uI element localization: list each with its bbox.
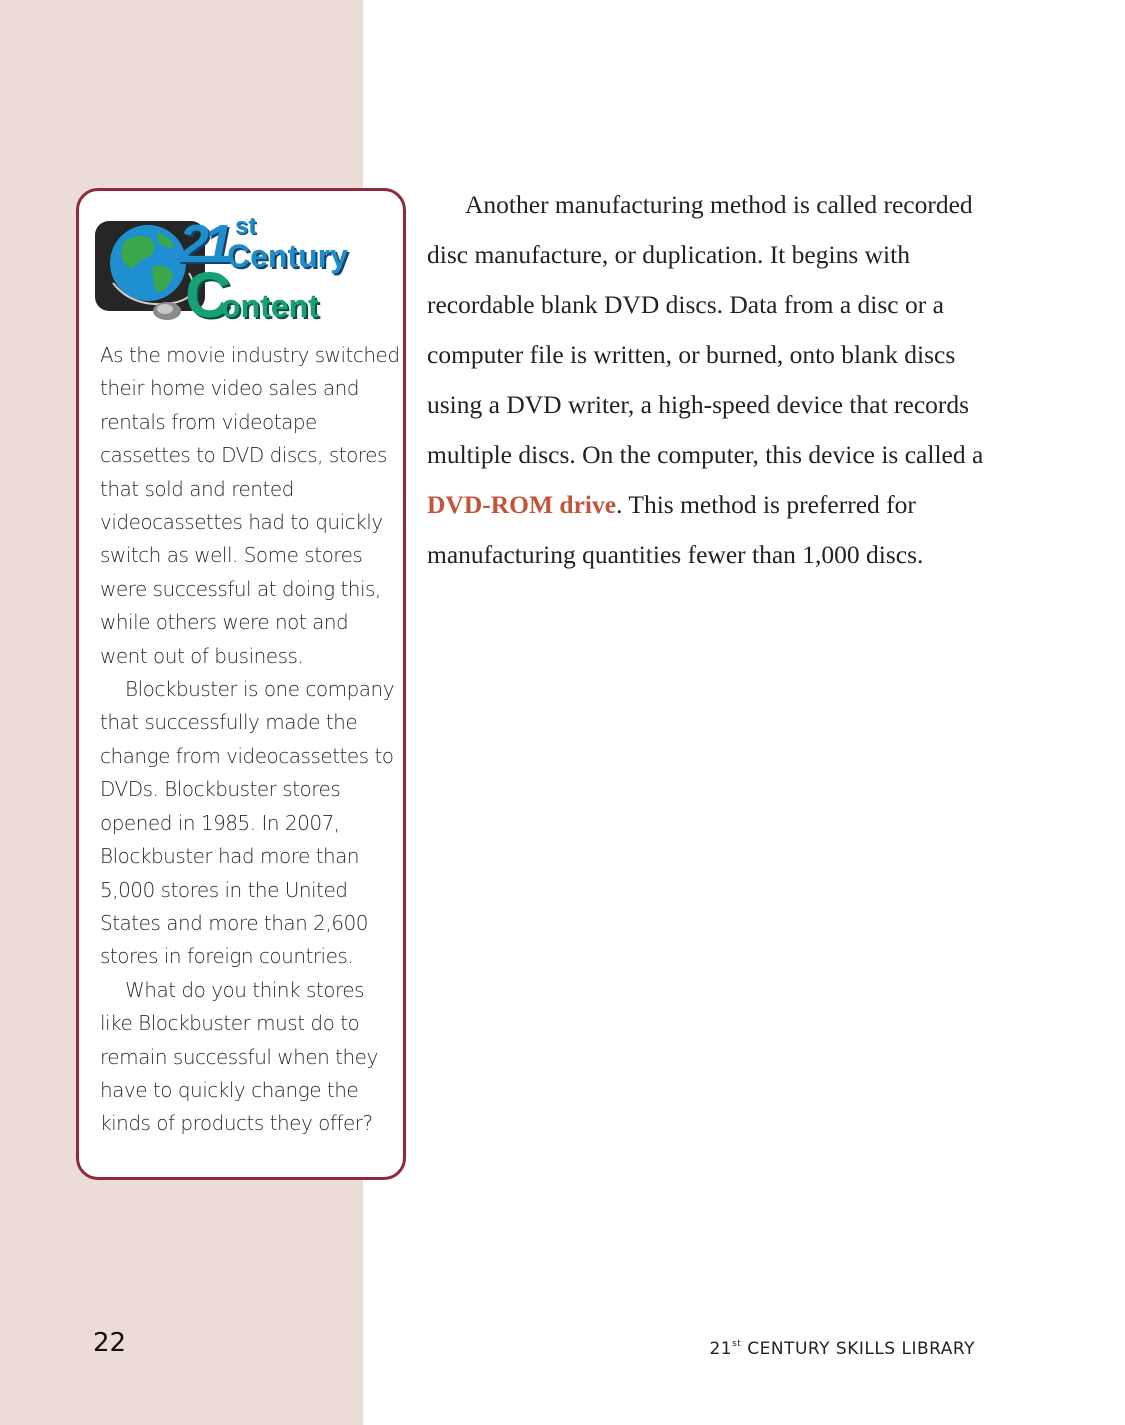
series-number: 21 bbox=[709, 1339, 733, 1359]
logo-word-century: Century bbox=[227, 238, 348, 274]
glossary-term[interactable]: DVD-ROM drive bbox=[427, 490, 617, 519]
sidebar-paragraph: Blockbuster is one company that successfully made the change from videocassettes to DVDs. Blockbuster stores opened in 1985. In 2007, Blockbuster had more than 5,000 stores in the United States and more than 2,600 stores in foreign countries. bbox=[100, 677, 395, 969]
logo-word-content: ontent bbox=[221, 288, 319, 324]
logo-number: 21 bbox=[179, 214, 228, 274]
logo-initial-c: C bbox=[185, 259, 232, 331]
sidebar-text bbox=[100, 339, 400, 1141]
sidebar-paragraph: What do you think stores like Blockbuster must do to remain successful when they have to quickly change the kinds of products they offer? bbox=[100, 977, 378, 1136]
page-number: 22 bbox=[93, 1328, 127, 1358]
series-title: CENTURY SKILLS LIBRARY bbox=[741, 1339, 975, 1359]
sidebar-paragraph: As the movie industry switched their home video sales and rentals from videotape cassettes to DVD discs, stores that sold and rented videocassettes had to quickly switch as well. Some stores were successful at doing this, while others were not and went out of business. bbox=[100, 343, 400, 668]
main-paragraph bbox=[427, 180, 987, 580]
series-superscript: st bbox=[732, 1339, 742, 1349]
main-text-after-term: . This method is preferred for manufacturing quantities fewer than 1,000 discs. bbox=[427, 490, 924, 569]
sidebar-box bbox=[76, 188, 406, 1180]
logo-superscript: st bbox=[235, 213, 257, 240]
main-text-before-term: Another manufacturing method is called recorded disc manufacture, or duplication. It begins with recordable blank DVD discs. Data from a disc or a computer file is written, or burned, onto blank discs using a DVD writer, a high-speed device that records multiple discs. On the computer, this device is called a bbox=[427, 190, 984, 469]
21st-century-content-logo bbox=[93, 213, 363, 333]
series-footer bbox=[709, 1333, 975, 1360]
main-body-text bbox=[427, 180, 987, 580]
